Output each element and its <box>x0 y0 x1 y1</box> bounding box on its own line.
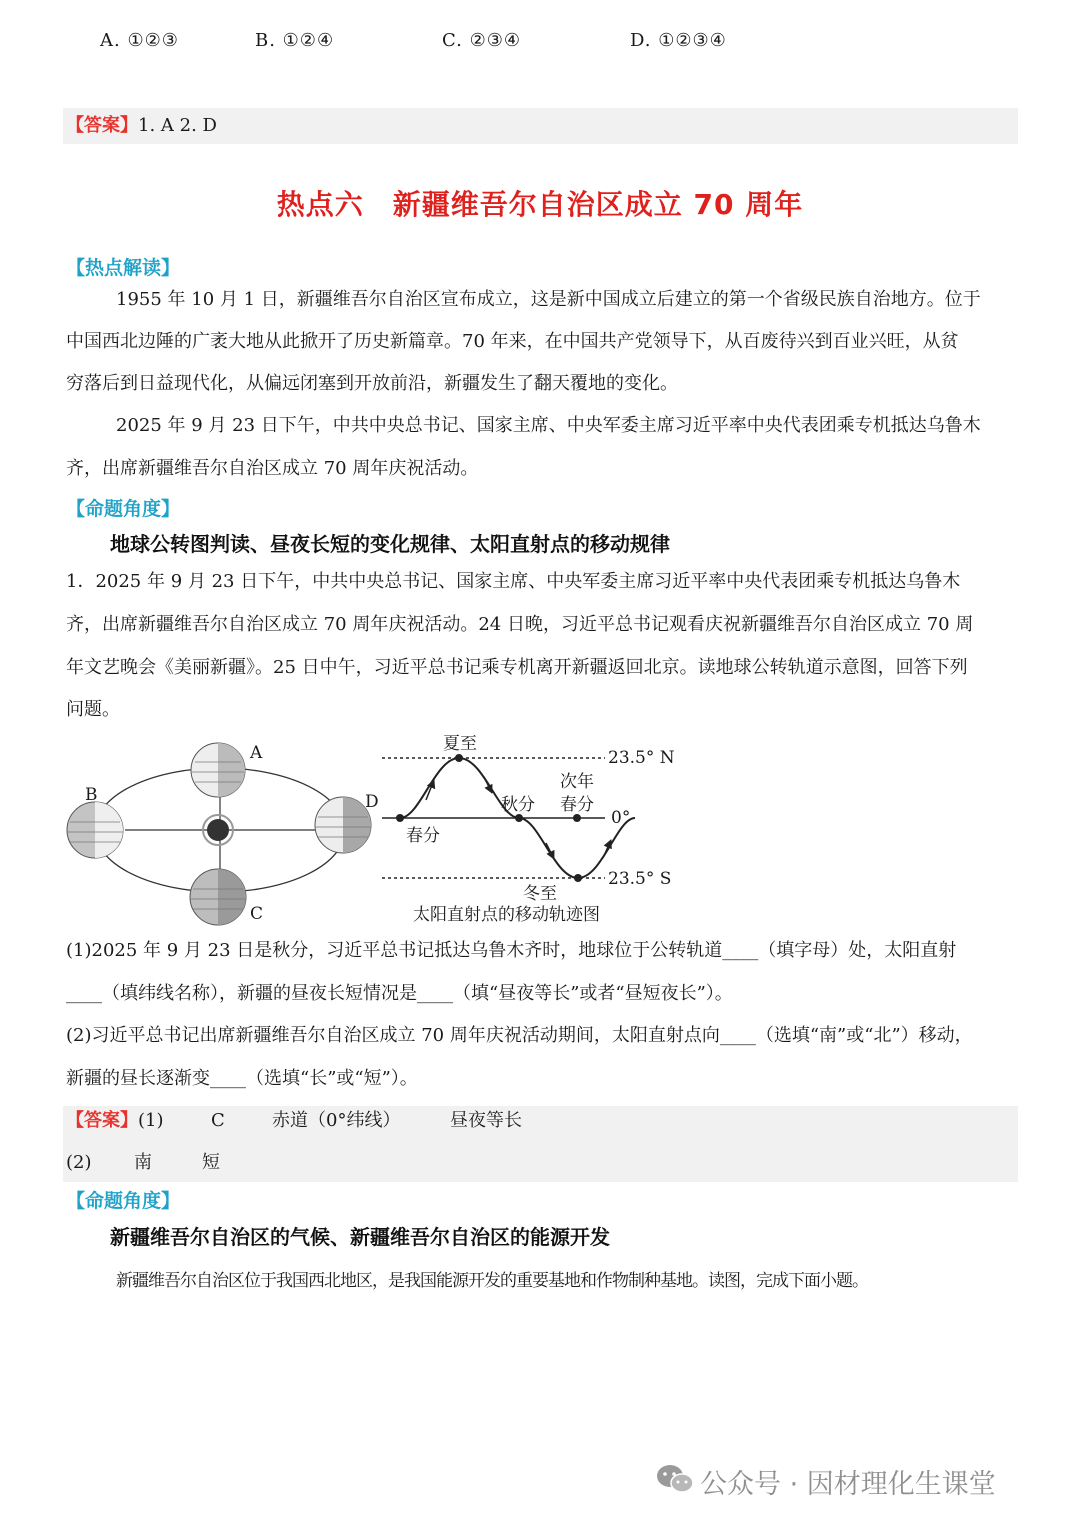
label-lat-n: 23.5° N <box>608 748 675 768</box>
label-summer: 夏至 <box>443 734 477 754</box>
earth-d-icon <box>315 797 371 853</box>
question-line-1: 1．2025 年 9 月 23 日下午，中共中央总书记、国家主席、中央军委主席习近平率中央代表团乘专机抵达乌鲁木 <box>66 571 961 592</box>
orbit-label-a: A <box>250 743 263 763</box>
earth-orbit-figure <box>60 725 700 930</box>
label-winter: 冬至 <box>523 884 557 904</box>
label-spring: 春分 <box>406 826 440 846</box>
label-next-spring-1: 次年 <box>560 772 594 792</box>
figure-caption: 太阳直射点的移动轨迹图 <box>413 905 600 925</box>
label-lat-s: 23.5° S <box>608 869 672 889</box>
subquestion-1b: ____（填纬线名称），新疆的昼夜长短情况是____（填“昼夜等长”或者“昼短夜长”）。 <box>66 983 733 1004</box>
subquestion-2a: (2)习近平总书记出席新疆维吾尔自治区成立 70 周年庆祝活动期间，太阳直射点向____（选填“南”或“北”）移动， <box>66 1025 973 1046</box>
label-autumn: 秋分 <box>501 795 535 815</box>
earth-c-icon <box>190 869 246 925</box>
answer-r1-a: C <box>211 1110 225 1131</box>
orbit-label-d: D <box>365 792 379 812</box>
subheading-2: 新疆维吾尔自治区的气候、新疆维吾尔自治区的能源开发 <box>110 1225 610 1249</box>
question-line-2: 齐，出席新疆维吾尔自治区成立 70 周年庆祝活动。24 日晚，习近平总书记观看庆祝新疆维吾尔自治区成立 70 周 <box>66 614 974 635</box>
answer-r1-c: 昼夜等长 <box>450 1110 522 1131</box>
track-arrow-2 <box>484 777 492 793</box>
question-line-4: 问题。 <box>66 699 120 720</box>
option-c: C. ②③④ <box>442 30 521 51</box>
answer-r1-num: (1) <box>138 1110 164 1131</box>
heading-angle-1: 【命题角度】 <box>66 498 181 520</box>
earth-b-icon <box>67 802 123 858</box>
point-autumn <box>515 814 523 822</box>
point-next-spring <box>573 814 581 822</box>
track-arrow-3 <box>546 843 554 859</box>
point-summer <box>455 754 463 762</box>
sun-icon <box>203 815 233 845</box>
answer-r1-b: 赤道（0°纬线） <box>272 1110 401 1131</box>
track-arrow-4 <box>603 840 611 858</box>
orbit-diagram <box>67 743 379 925</box>
watermark-text: 公众号 · 因材理化生课堂 <box>700 1469 996 1500</box>
subsolar-track-diagram <box>382 734 675 925</box>
option-b: B. ①②④ <box>255 30 335 51</box>
answer-label: 【答案】 <box>66 115 138 136</box>
earth-a-icon <box>191 743 245 797</box>
point-spring <box>396 814 404 822</box>
heading-interpretation: 【热点解读】 <box>66 257 181 279</box>
option-a: A. ①②③ <box>100 30 179 51</box>
orbit-label-b: B <box>85 785 98 805</box>
interp-line-4: 2025 年 9 月 23 日下午，中共中央总书记、国家主席、中央军委主席习近平率中央代表团乘专机抵达乌鲁木 <box>116 415 981 436</box>
subquestion-2b: 新疆的昼长逐渐变____（选填“长”或“短”）。 <box>66 1068 418 1089</box>
subquestion-1a: (1)2025 年 9 月 23 日是秋分，习近平总书记抵达乌鲁木齐时，地球位于公转轨道____（填字母）处，太阳直射 <box>66 940 957 961</box>
answer-r2-a: 南 <box>134 1152 152 1173</box>
option-d: D. ①②③④ <box>630 30 727 51</box>
subheading-1: 地球公转图判读、昼夜长短的变化规律、太阳直射点的移动规律 <box>110 532 670 556</box>
question-line-3: 年文艺晚会《美丽新疆》。25 日中午，习近平总书记乘专机离开新疆返回北京。读地球公转轨道示意图，回答下列 <box>66 657 968 678</box>
answer-label: 【答案】 <box>66 1110 138 1131</box>
interp-line-1: 1955 年 10 月 1 日，新疆维吾尔自治区宣布成立，这是新中国成立后建立的第一个省级民族自治地方。位于 <box>116 289 981 310</box>
answer-r2-b: 短 <box>202 1152 220 1173</box>
label-lat-0: 0° <box>611 808 631 828</box>
interp-line-5: 齐，出席新疆维吾尔自治区成立 70 周年庆祝活动。 <box>66 458 479 479</box>
answer-block-1 <box>66 115 217 137</box>
label-next-spring-2: 春分 <box>560 795 594 815</box>
heading-angle-2: 【命题角度】 <box>66 1190 181 1212</box>
answer-r2-num: (2) <box>66 1152 92 1173</box>
question2-text: 新疆维吾尔自治区位于我国西北地区，是我国能源开发的重要基地和作物制种基地。读图，完成下面小题。 <box>116 1271 868 1291</box>
point-winter <box>574 874 582 882</box>
orbit-label-c: C <box>250 904 264 924</box>
answer-text: 1. A 2. D <box>138 115 217 136</box>
interp-line-2: 中国西北边陲的广袤大地从此掀开了历史新篇章。70 年来，在中国共产党领导下，从百废待兴到百业兴旺，从贫 <box>66 331 959 352</box>
answer-label-2 <box>66 1110 164 1132</box>
interp-line-3: 穷落后到日益现代化，从偏远闭塞到开放前沿，新疆发生了翻天覆地的变化。 <box>66 373 678 394</box>
section-title: 热点六 新疆维吾尔自治区成立 70 周年 <box>276 188 804 221</box>
wechat-icon <box>655 1462 695 1496</box>
